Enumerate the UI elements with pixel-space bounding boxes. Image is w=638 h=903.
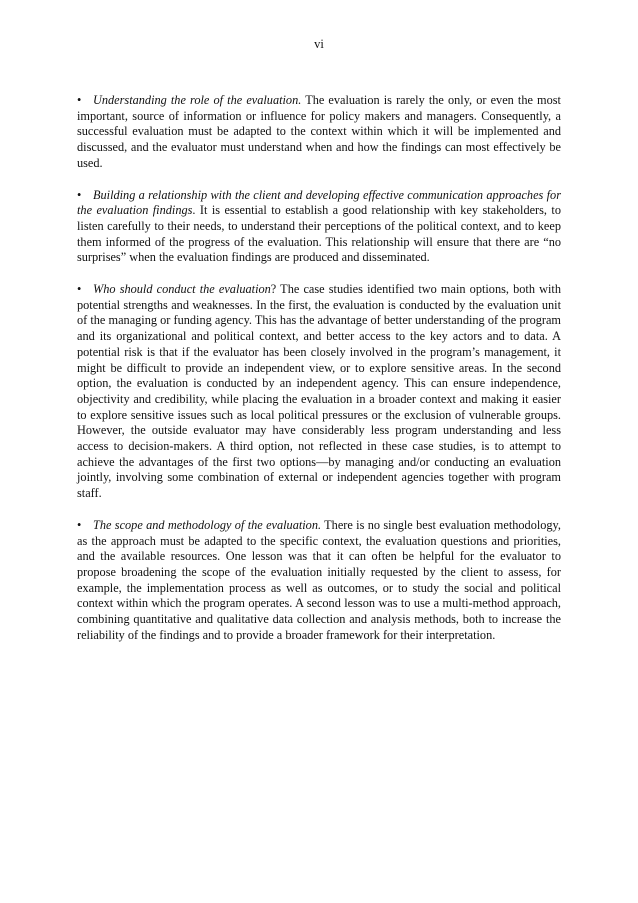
body-content [77,93,561,660]
paragraph-text: ? The case studies identified two main options, both with potential strengths and weaknesses. In the first, the evaluation is conducted by the evaluation unit of the managing or funding agency. This has the advantage of better understanding of the program and its organizational and political context, and better access to the key actors and to data. A potential risk is that if the evaluator has been closely involved in the program’s management, it might be difficult to provide an independent view, or to explore sensitive areas. In the second option, the evaluation is conducted by an independent agency. This can ensure independence, objectivity and credibility, while placing the evaluation in a broader context and making it easier to explore sensitive issues such as local political pressures or the exclusion of vulnerable groups. However, the outside evaluator may have considerably less program understanding and less access to decision-makers. A third option, not reflected in these case studies, is to attempt to achieve the advantages of the first two options—by managing and/or conducting an evaluation jointly, involving some combination of external or independent agencies together with program staff. [77,282,561,501]
bullet-paragraph-who-conducts [77,282,561,502]
bullet-icon: • [77,93,82,107]
paragraph-text: . It is essential to establish a good relationship with key stakeholders, to listen carefully to their needs, to understand their perceptions of the political context, and to keep them informed of the progress of the evaluation. This relationship will ensure that there are “no surprises” when the evaluation findings are produced and disseminated. [77,203,561,265]
bullet-icon: • [77,517,82,532]
paragraph-lead: Building a relationship with the client and developing effective communication approaches for the evaluation findings [77,187,561,218]
bullet-paragraph-role [77,93,561,172]
paragraph-lead: Understanding the role of the evaluation. [93,93,302,107]
bullet-icon: • [77,282,82,297]
page-number: vi [314,37,324,51]
bullet-icon: • [77,187,82,202]
bullet-paragraph-relationship [77,188,561,267]
bullet-paragraph-scope [77,518,561,644]
paragraph-lead: The scope and methodology of the evaluation. [93,517,322,532]
paragraph-text: The evaluation is rarely the only, or even the most important, source of information or influence for policy makers and managers. Consequently, a successful evaluation must be adapted to the context within which it will be implemented and discussed, and the evaluator must understand when and how the findings can most effectively be used. [77,93,561,170]
paragraph-lead: Who should conduct the evaluation [93,282,271,297]
paragraph-text: There is no single best evaluation methodology, as the approach must be adapted to the specific context, the evaluation questions and priorities, and the available resources. One lesson was that it can often be helpful for the evaluator to propose broadening the scope of the evaluation initially requested by the client to assess, for example, the implementation process as well as outcomes, or to study the social and political context within which the program operates. A second lesson was to use a multi-method approach, combining quantitative and qualitative data collection and analysis methods, both to increase the reliability of the findings and to provide a broader framework for their interpretation. [77,517,561,642]
